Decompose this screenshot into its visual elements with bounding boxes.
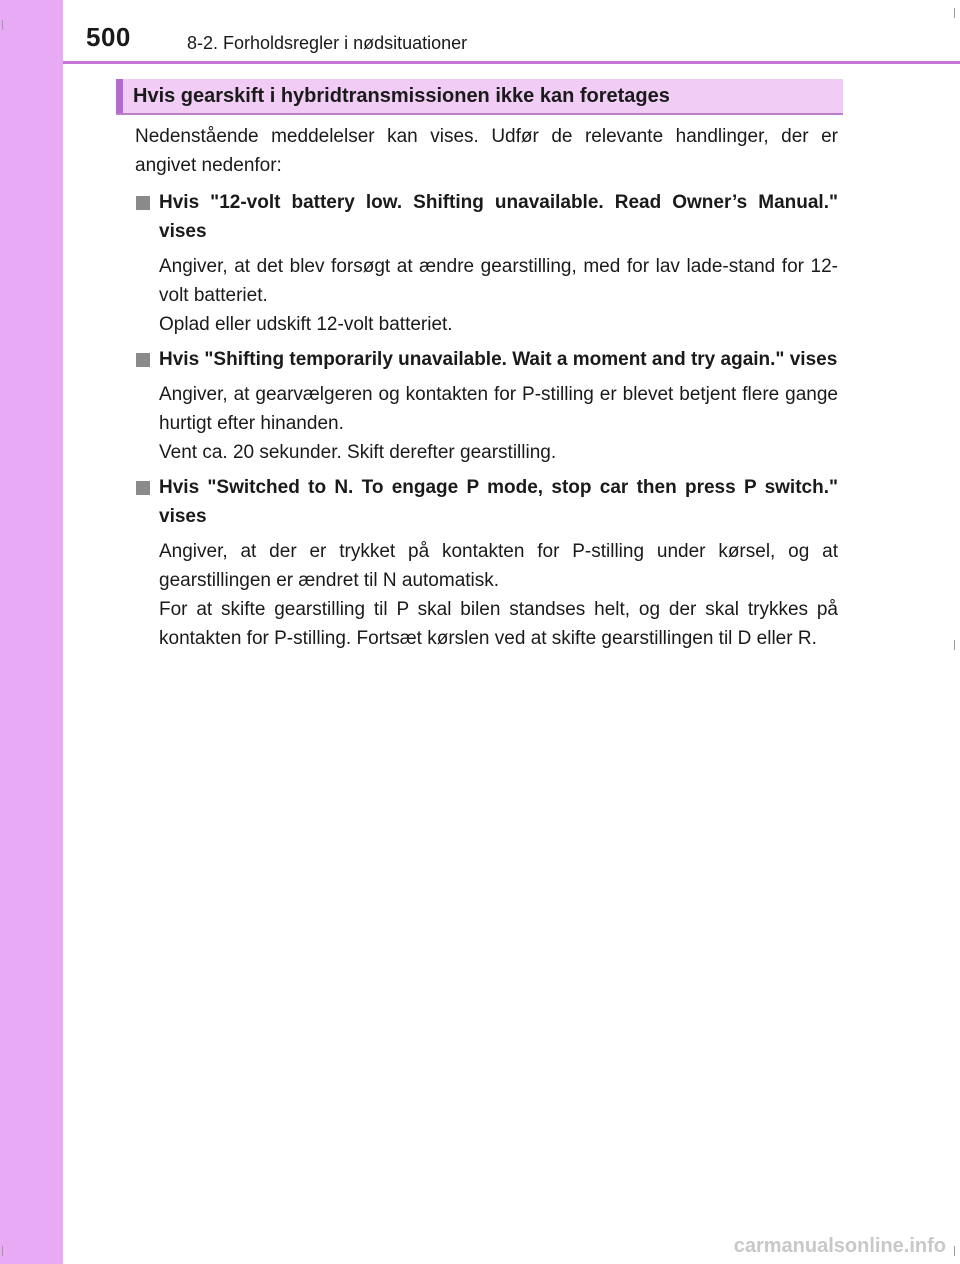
item-paragraph: Oplad eller udskift 12-volt batteriet. (159, 314, 453, 335)
crop-mark (2, 20, 3, 30)
crop-mark (2, 1246, 3, 1256)
section-reference: 8-2. Forholdsregler i nødsituationer (187, 33, 468, 53)
item-paragraph: Vent ca. 20 sekunder. Skift derefter gearstilling. (159, 442, 557, 463)
item-heading: Hvis "12-volt battery low. Shifting unavailable. Read Owner’s Manual." vises (159, 192, 838, 242)
crop-mark (954, 1246, 955, 1256)
item-body (159, 537, 838, 653)
item-paragraph: Angiver, at det blev forsøgt at ændre gearstilling, med for lav lade-stand for 12-volt batteriet. (159, 256, 838, 306)
page-margin-tab (0, 0, 63, 1264)
item-paragraph: For at skifte gearstilling til P skal bilen standses helt, og der skal trykkes på kontakten for P-stilling. Fortsæt kørslen ved at skifte gearstillingen til D eller R. (159, 599, 838, 649)
item-body (159, 380, 838, 467)
list-item (135, 188, 838, 339)
square-bullet-icon (136, 353, 150, 367)
item-body (159, 252, 838, 339)
section-heading-bar (116, 79, 843, 115)
item-paragraph: Angiver, at gearvælgeren og kontakten for P-stilling er blevet betjent flere gange hurtigt efter hinanden. (159, 384, 838, 434)
page-content (135, 122, 838, 659)
list-item (135, 473, 838, 653)
item-paragraph: Angiver, at der er trykket på kontakten for P-stilling under kørsel, og at gearstillingen er ændret til N automatisk. (159, 541, 838, 591)
square-bullet-icon (136, 481, 150, 495)
crop-mark (954, 640, 955, 650)
intro-paragraph: Nedenstående meddelelser kan vises. Udfør de relevante handlinger, der er angivet nedenfor: (135, 126, 838, 176)
square-bullet-icon (136, 196, 150, 210)
list-item (135, 345, 838, 467)
section-heading: Hvis gearskift i hybridtransmissionen ikke kan foretages (133, 85, 670, 107)
item-heading: Hvis "Switched to N. To engage P mode, stop car then press P switch." vises (159, 477, 838, 527)
crop-mark (954, 8, 955, 18)
watermark: carmanualsonline.info (733, 1235, 946, 1257)
page-number: 500 (86, 22, 131, 52)
item-heading: Hvis "Shifting temporarily unavailable. Wait a moment and try again." vises (159, 349, 838, 370)
header-divider (63, 61, 960, 64)
section-heading-accent (116, 79, 123, 113)
